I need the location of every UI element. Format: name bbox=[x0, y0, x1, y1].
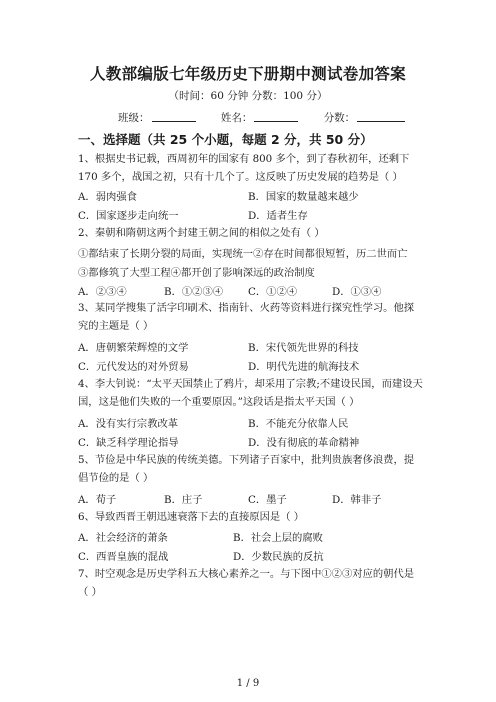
question-4: 4、李大钊说：“太平天国禁止了鸦片，却采用了宗教;不建设民国，而建设天国，这是他们失败的一个重要原因。”这段话是指太平天国（ ） bbox=[78, 378, 423, 408]
option-d: D．①③④ bbox=[332, 286, 382, 298]
option-d: D．没有彻底的革命精神 bbox=[248, 437, 360, 449]
option-b: B．社会上层的腐败 bbox=[233, 532, 323, 544]
option-a: A．社会经济的萧条 bbox=[78, 532, 168, 544]
option-c: C．①②④ bbox=[248, 286, 298, 298]
score-label: 分数： bbox=[323, 112, 356, 124]
option-a: A．没有实行宗教改革 bbox=[78, 418, 179, 430]
question-7: 7、时空观念是历史学科五大核心素养之一。与下图中①②③对应的朝代是（ ） bbox=[78, 568, 415, 598]
class-label: 班级： bbox=[118, 112, 150, 124]
option-c: C．西晋皇族的混战 bbox=[78, 551, 169, 563]
option-a: A．唐朝繁荣辉煌的文学 bbox=[78, 342, 189, 354]
option-d: D．韩非子 bbox=[332, 494, 382, 506]
name-blank[interactable] bbox=[254, 111, 298, 122]
exam-info: （时间：60 分钟 分数：100 分） bbox=[168, 90, 328, 102]
option-b: B．①②③④ bbox=[164, 286, 224, 298]
option-d: D．少数民族的反抗 bbox=[233, 551, 324, 563]
option-c: C．缺乏科学理论指导 bbox=[78, 437, 179, 449]
option-b: B．庄子 bbox=[164, 494, 203, 506]
page-number: 1 / 9 bbox=[236, 678, 260, 689]
option-c: C．墨子 bbox=[248, 494, 287, 506]
option-b: B．宋代领先世界的科技 bbox=[248, 342, 359, 354]
option-c: C．国家逐步走向统一 bbox=[78, 210, 179, 222]
option-a: A．弱肉强食 bbox=[78, 191, 137, 203]
question-5: 5、节俭是中华民族的传统美德。下列诸子百家中，批判贵族奢侈浪费，提倡节俭的是（ ） bbox=[78, 454, 415, 484]
statement-line: ③都修筑了大型工程④都开创了影响深远的政治制度 bbox=[78, 267, 315, 279]
name-label: 姓名： bbox=[220, 112, 253, 124]
question-3: 3、某同学搜集了活字印刷术、指南针、火药等资料进行探究性学习。他探究的主题是（ ） bbox=[78, 302, 415, 332]
option-d: D．明代先进的航海技术 bbox=[248, 361, 360, 373]
question-2: 2、秦朝和隋朝这两个封建王朝之间的相似之处有（ ） bbox=[78, 227, 325, 239]
option-d: D．适者生存 bbox=[248, 210, 308, 222]
option-c: C．元代发达的对外贸易 bbox=[78, 361, 189, 373]
option-a: A．荀子 bbox=[78, 494, 117, 506]
option-a: A．②③④ bbox=[78, 286, 127, 298]
page-title: 人教部编版七年级历史下册期中测试卷加答案 bbox=[89, 65, 406, 83]
score-blank[interactable] bbox=[357, 111, 405, 122]
student-info-fields bbox=[118, 110, 405, 125]
section-heading: 一、选择题（共 25 个小题，每题 2 分，共 50 分） bbox=[78, 132, 373, 147]
statement-line: ①都结束了长期分裂的局面，实现统一②存在时间都很短暂，历二世而亡 bbox=[78, 248, 408, 260]
question-6: 6、导致西晋王朝迅速衰落下去的直接原因是（ ） bbox=[78, 511, 305, 523]
question-1: 1、根据史书记载，西周初年的国家有 800 多个，到了春秋初年，还剩下 170 多个，战国之初，只有十几个了。这反映了历史发展的趋势是（ ） bbox=[78, 153, 410, 183]
class-blank[interactable] bbox=[152, 111, 196, 122]
option-b: B．不能充分依靠人民 bbox=[248, 418, 349, 430]
option-b: B．国家的数量越来越少 bbox=[248, 191, 359, 203]
